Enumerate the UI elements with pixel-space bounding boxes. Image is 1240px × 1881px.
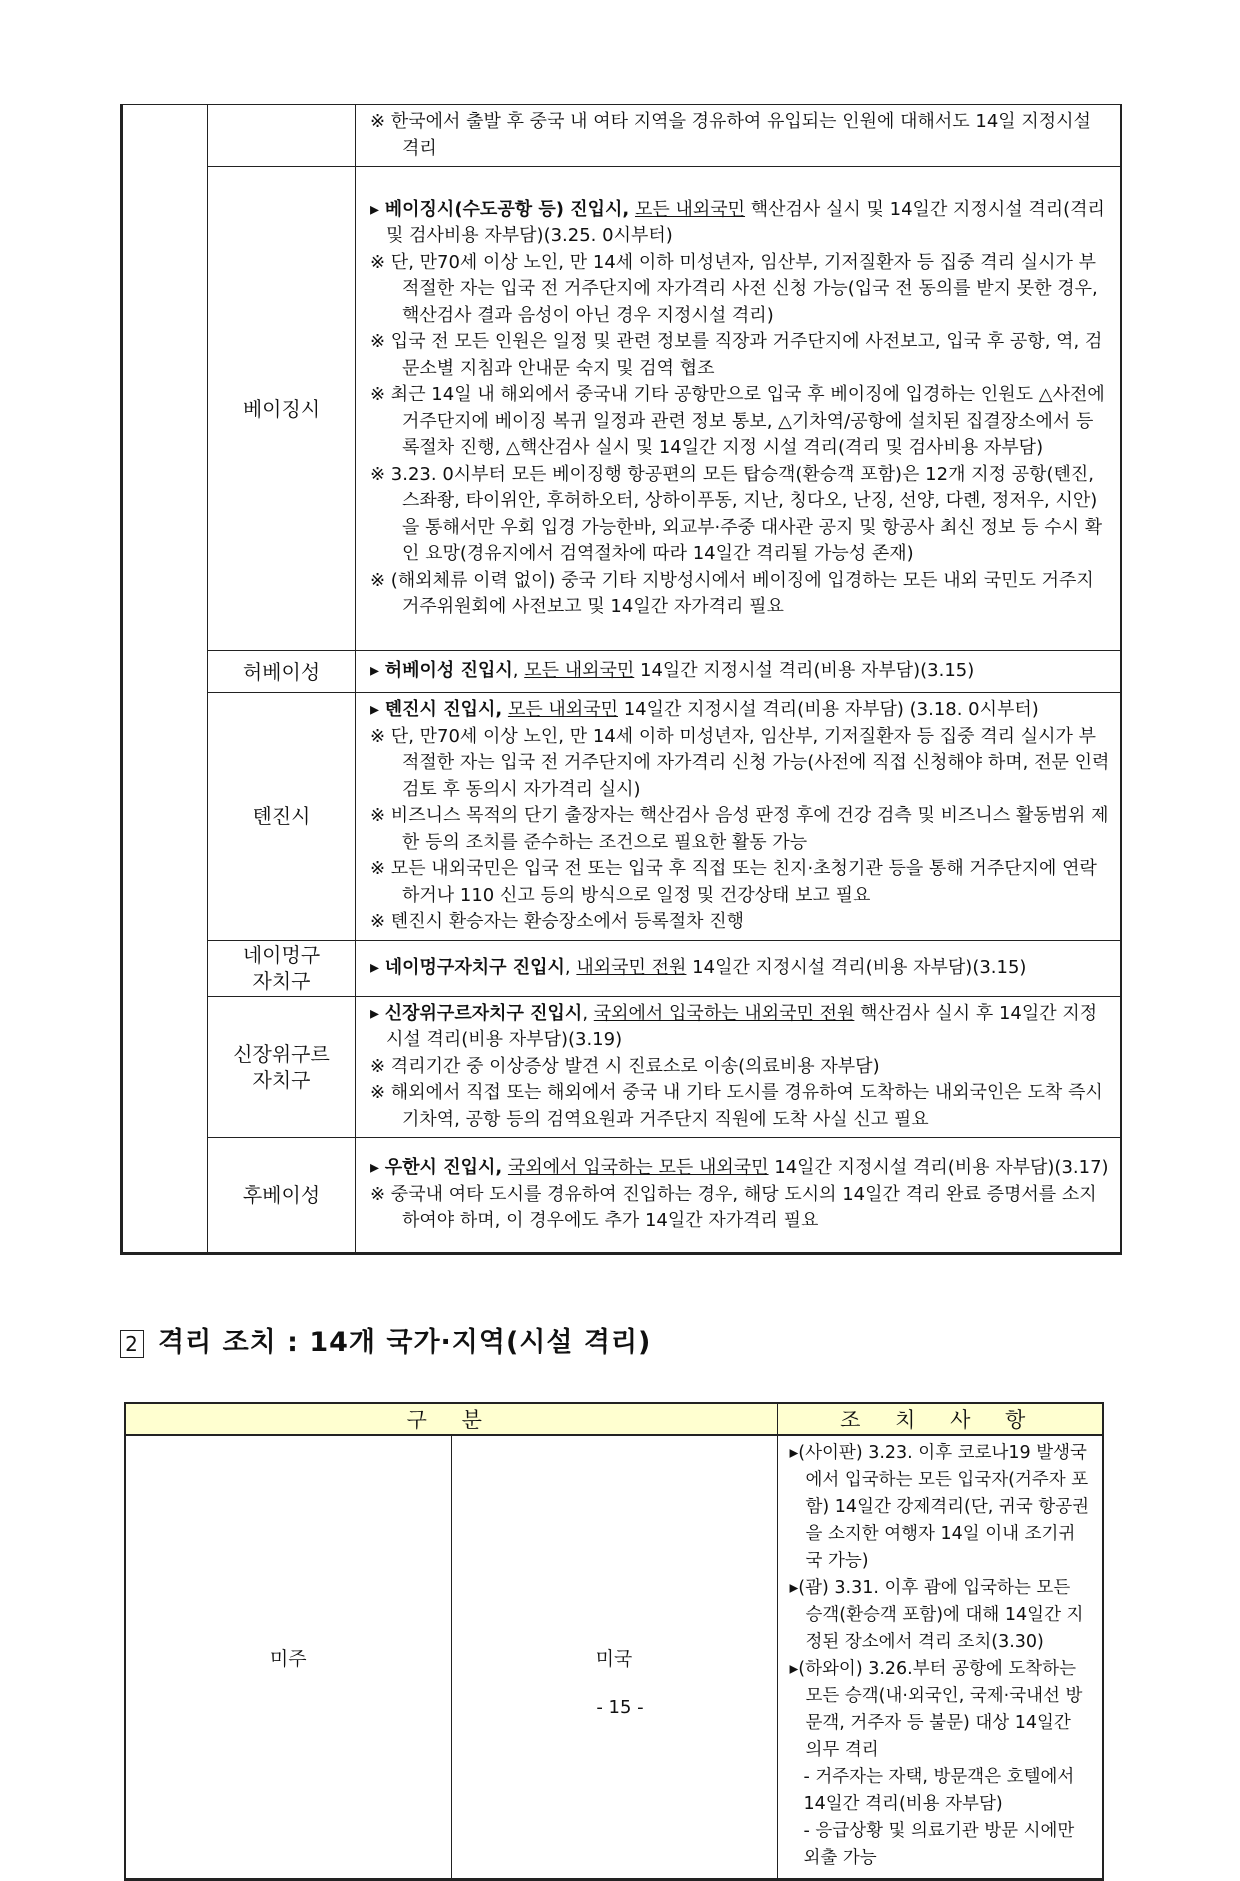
- note-item: [370, 1054, 1110, 1081]
- note-item: [370, 109, 1110, 162]
- note-item: [370, 250, 1110, 330]
- section-number: 2: [120, 1330, 144, 1358]
- measures-cell: [356, 996, 1122, 1138]
- country-cell: 미국: [451, 1435, 777, 1880]
- text-run: ,: [582, 1002, 594, 1024]
- sub-item: - 응급상황 및 의료기관 방문 시에만 외출 가능: [803, 1821, 1075, 1868]
- measures-cell: [356, 940, 1122, 996]
- text-run: ※ 격리기간 중 이상증상 발견 시 진료소로 이송(의료비용 자부담): [370, 1055, 880, 1077]
- city-name: 베이징시: [242, 396, 321, 421]
- measures-cell: [356, 105, 1122, 167]
- text-run: 국외에서 입국하는 내외국민 전원: [593, 1002, 855, 1024]
- text-run: ※ 모든 내외국민은 입국 전 또는 입국 후 직접 또는 친지·초청기관 등을 통해 거주단지에 연락하거나 110 신고 등의 방식으로 일정 및 건강상태 보고 필요: [370, 858, 1097, 906]
- text-run: ▸: [370, 1002, 385, 1024]
- text-run: 베이징시(수도공항 등) 진입시,: [384, 198, 630, 220]
- bullet-item: ▸(사이판) 3.23. 이후 코로나19 발생국에서 입국하는 모든 입국자(거주자 포함) 14일간 강제격리(단, 귀국 항공권을 소지한 여행자 14일 이내 조기귀국 가능): [789, 1443, 1090, 1571]
- measures-cell: [356, 693, 1122, 941]
- text-run: ,: [512, 660, 525, 682]
- text-run: ,: [564, 956, 577, 978]
- table-row: [122, 996, 1122, 1138]
- city-cell: [208, 105, 356, 167]
- city-cell: [208, 651, 356, 693]
- text-run: 14일간 지정시설 격리(비용 자부담)(3.15): [686, 956, 1027, 978]
- bullet-item: [370, 697, 1110, 724]
- text-run: 14일간 지정시설 격리(비용 자부담) (3.18. 0시부터): [618, 699, 1039, 720]
- text-run: ※ 최근 14일 내 해외에서 중국내 기타 공항만으로 입국 후 베이징에 입경하는 인원도 △사전에 거주단지에 베이징 복귀 일정과 관련 정보 통보, △기차역/공항에 설치된 집결장소에서 등록절차 진행, △핵산검사 실시 및 14일간 지정 시설 격리(격리 및 검사비용 자부담): [370, 384, 1105, 458]
- section-title: 격리 조치 : 14개 국가·지역(시설 격리): [158, 1327, 652, 1358]
- text-run: 모든 내외국민: [634, 198, 746, 220]
- city-name: 자치구: [252, 1067, 311, 1092]
- text-run: 신장위구르자치구 진입시: [384, 1002, 583, 1024]
- text-run: 허베이성 진입시: [384, 660, 513, 682]
- bullet-item: ▸(괌) 3.31. 이후 괌에 입국하는 모든 승객(환승객 포함)에 대해 14일간 지정된 장소에서 격리 조치(3.30): [789, 1578, 1084, 1652]
- table-header-row: [125, 1403, 1103, 1435]
- text-run: 내외국민 전원: [576, 956, 687, 978]
- table-row: [122, 1138, 1122, 1254]
- note-item: [370, 329, 1110, 382]
- continent-cell: 미주: [125, 1435, 451, 1880]
- city-name: 신장위구르: [233, 1041, 330, 1066]
- beijing-region-table: [120, 104, 1122, 1255]
- text-run: ※ 톈진시 환승자는 환승장소에서 등록절차 진행: [370, 911, 745, 932]
- text-run: 우한시 진입시,: [384, 1157, 503, 1179]
- city-name: 톈진시: [252, 804, 311, 829]
- city-name: 허베이성: [242, 659, 321, 684]
- sub-item: - 거주자는 자택, 방문객은 호텔에서 14일간 격리(비용 자부담): [803, 1767, 1075, 1814]
- text-run: ※ 해외에서 직접 또는 해외에서 중국 내 기타 도시를 경유하여 도착하는 내외국인은 도착 즉시 기차역, 공항 등의 검역요원과 거주단지 직원에 도착 사실 신고 필요: [370, 1082, 1103, 1130]
- section-heading: [120, 1320, 651, 1359]
- bullet-item: [370, 658, 1110, 685]
- note-item: [370, 803, 1110, 856]
- text-run: ▸: [370, 956, 385, 978]
- text-run: ※ 단, 만70세 이상 노인, 만 14세 이하 미성년자, 임산부, 기저질환자 등 집중 격리 실시가 부적절한 자는 입국 전 거주단지에 자가격리 사전 신청 가능(입국 전 동의를 받지 못한 경우, 핵산검사 결과 음성이 아닌 경우 지정시설 격리): [370, 251, 1098, 326]
- note-item: [370, 909, 1110, 936]
- table-row: [122, 167, 1122, 651]
- text-run: ※ 입국 전 모든 인원은 일정 및 관련 정보를 직장과 거주단지에 사전보고, 입국 후 공항, 역, 검문소별 지침과 안내문 숙지 및 검역 협조: [370, 331, 1103, 379]
- city-cell: [208, 167, 356, 651]
- table-row: [122, 940, 1122, 996]
- text-run: 모든 내외국민: [524, 660, 635, 682]
- city-cell: [208, 1138, 356, 1254]
- header-measures: 조 치 사 항: [777, 1403, 1103, 1435]
- note-item: [370, 462, 1110, 568]
- city-name: 자치구: [252, 969, 311, 993]
- text-run: ※ 비즈니스 목적의 단기 출장자는 핵산검사 음성 판정 후에 건강 검측 및 비즈니스 활동범위 제한 등의 조치를 준수하는 조건으로 필요한 활동 가능: [370, 805, 1109, 853]
- text-run: ▸: [370, 699, 385, 720]
- text-run: ▸: [370, 198, 385, 220]
- page-number: - 15 -: [596, 1697, 644, 1718]
- text-run: ※ 3.23. 0시부터 모든 베이징행 항공편의 모든 탑승객(환승객 포함)은 12개 지정 공항(톈진, 스좌좡, 타이위안, 후허하오터, 상하이푸동, 지난, 칭다오, 난징, 선양, 다롄, 정저우, 시안)을 통해서만 우회 입경 가능한바, 외교부·주중 대사관 공지 및 항공사 최신 정보 등 수시 확인 요망(경유지에서 검역절차에 따라 14일간 격리될 가능성 존재): [370, 463, 1103, 564]
- text-run: ※ 한국에서 출발 후 중국 내 여타 지역을 경유하여 유입되는 인원에 대해서도 14일 지정시설 격리: [370, 111, 1091, 159]
- measures-cell: [356, 651, 1122, 693]
- note-item: [370, 724, 1110, 804]
- note-item: [370, 568, 1110, 621]
- table-row: [122, 651, 1122, 693]
- city-cell: [208, 693, 356, 941]
- text-run: ※ (해외체류 이력 없이) 중국 기타 지방성시에서 베이징에 입경하는 모든 내외 국민도 거주지 거주위원회에 사전보고 및 14일간 자가격리 필요: [370, 569, 1094, 617]
- table-row: [122, 105, 1122, 167]
- quarantine-country-table: [124, 1402, 1104, 1881]
- text-run: ※ 중국내 여타 도시를 경유하여 진입하는 경우, 해당 도시의 14일간 격리 완료 증명서를 소지하여야 하며, 이 경우에도 추가 14일간 자가격리 필요: [370, 1183, 1097, 1232]
- bullet-item: [370, 1001, 1110, 1054]
- table-row: [125, 1435, 1103, 1880]
- city-name: 네이멍구: [242, 943, 321, 967]
- header-category: 구 분: [125, 1403, 777, 1435]
- measures-cell: [356, 167, 1122, 651]
- text-run: ▸: [370, 1157, 385, 1179]
- bullet-item: ▸(하와이) 3.26.부터 공항에 도착하는 모든 승객(내·외국인, 국제·국내선 방문객, 거주자 등 불문) 대상 14일간 의무 격리: [789, 1659, 1083, 1760]
- text-run: 14일간 지정시설 격리(비용 자부담)(3.15): [634, 660, 975, 682]
- text-run: ▸: [370, 660, 385, 682]
- note-item: [370, 856, 1110, 909]
- text-run: 네이멍구자치구 진입시: [384, 956, 565, 978]
- note-item: [370, 1080, 1110, 1133]
- measures-cell: [777, 1435, 1103, 1880]
- text-run: 핵산검사 실시 및 14일간 지정시설 격리(격리 및 검사비용 자부담)(3.25. 0시부터): [386, 198, 1105, 246]
- city-name: 후베이성: [242, 1183, 321, 1207]
- city-cell: [208, 996, 356, 1138]
- region-cell: [122, 105, 208, 1254]
- note-item: [370, 1182, 1110, 1235]
- text-run: 톈진시 진입시,: [384, 699, 503, 720]
- bullet-item: [370, 197, 1110, 250]
- table-row: [122, 693, 1122, 941]
- text-run: 14일간 지정시설 격리(비용 자부담)(3.17): [768, 1157, 1109, 1179]
- text-run: ※ 단, 만70세 이상 노인, 만 14세 이하 미성년자, 임산부, 기저질환자 등 집중 격리 실시가 부적절한 자는 입국 전 거주단지에 자가격리 신청 가능(사전에 직접 신청해야 하며, 전문 인력 검토 후 동의시 자가격리 실시): [370, 725, 1110, 800]
- city-cell: [208, 940, 356, 996]
- bullet-item: [370, 1155, 1110, 1182]
- text-run: 모든 내외국민: [507, 699, 618, 720]
- note-item: [370, 382, 1110, 462]
- text-run: 국외에서 입국하는 모든 내외국민: [507, 1157, 769, 1179]
- text-run: 핵산검사 실시 후 14일간 지정시설 격리(비용 자부담)(3.19): [386, 1002, 1098, 1050]
- bullet-item: [370, 955, 1110, 982]
- measures-cell: [356, 1138, 1122, 1254]
